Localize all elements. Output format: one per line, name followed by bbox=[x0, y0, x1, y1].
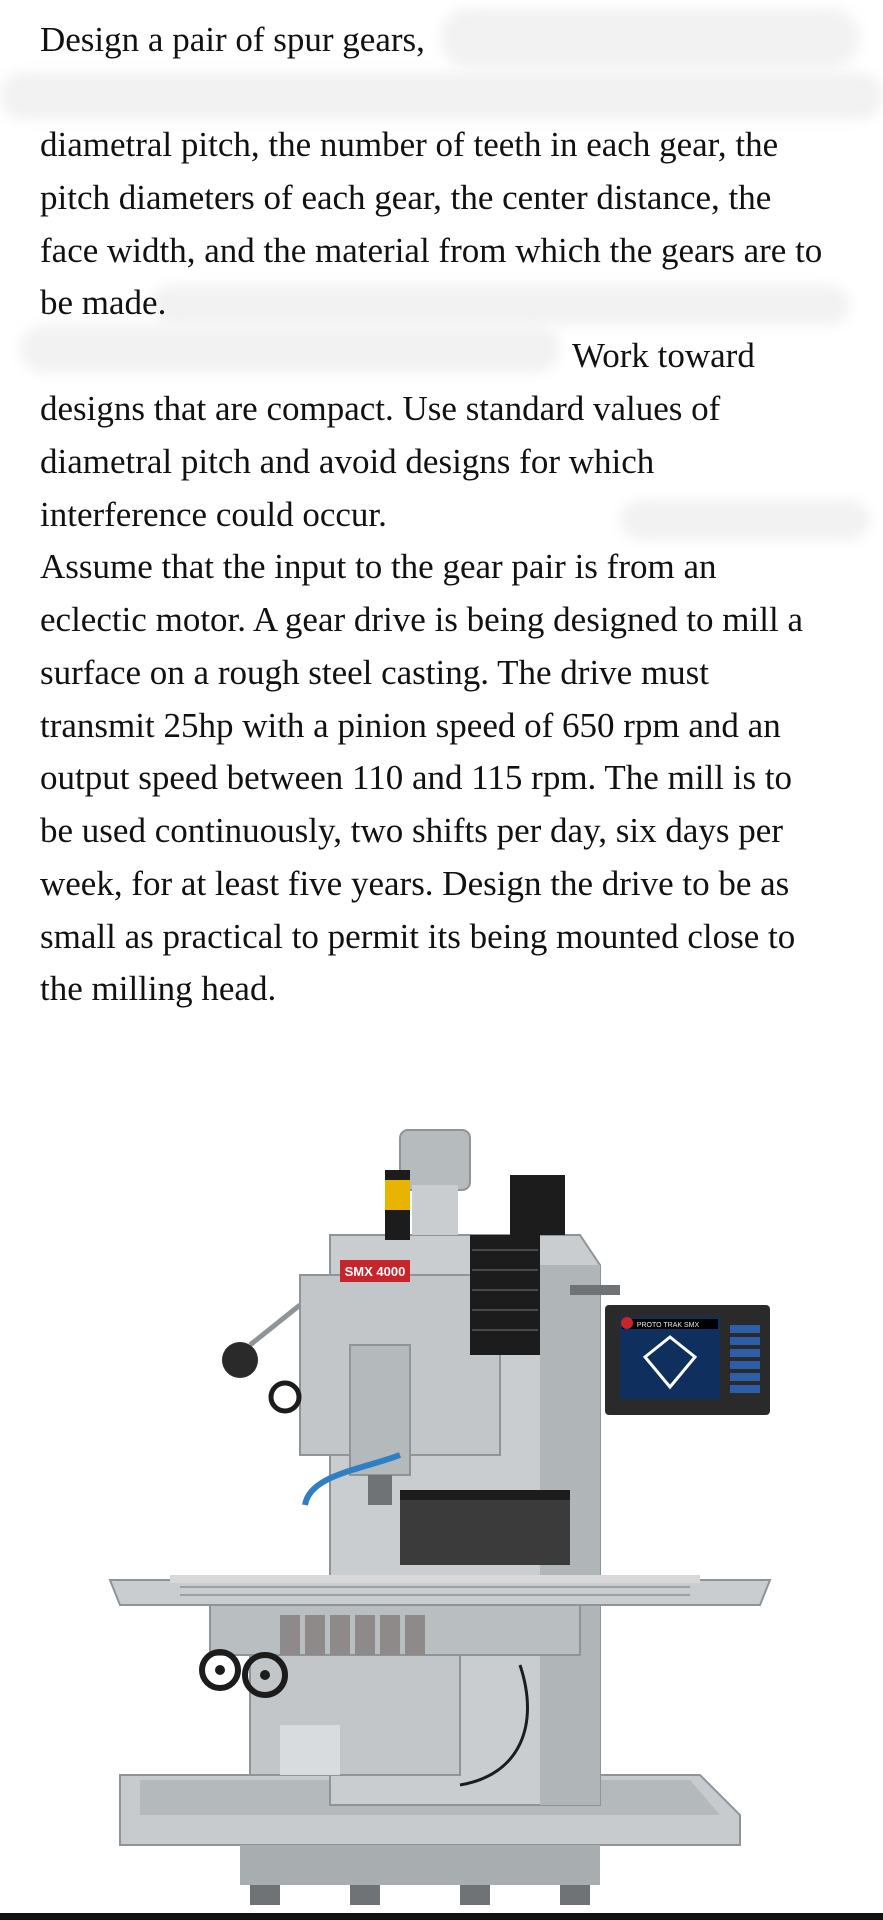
text-line: week, for at least five years. Design the drive to be as bbox=[40, 864, 790, 903]
text-line: eclectic motor. A gear drive is being designed to mill a bbox=[40, 600, 803, 639]
text-line: interference could occur. bbox=[40, 495, 387, 534]
text-line: pitch diameters of each gear, the center distance, the bbox=[40, 178, 772, 217]
head-handwheel bbox=[271, 1383, 299, 1411]
text-line: be used continuously, two shifts per day, six days per bbox=[40, 811, 783, 850]
way-cover-top bbox=[400, 1490, 570, 1500]
text-line: be made. bbox=[40, 283, 167, 322]
text-line: Design a pair of spur gears, bbox=[40, 20, 425, 59]
blanked-region bbox=[20, 325, 560, 373]
text-line: transmit 25hp with a pinion speed of 650 rpm and an bbox=[40, 706, 781, 745]
text-line: Work toward bbox=[572, 336, 755, 375]
bottom-rule bbox=[0, 1913, 883, 1920]
blanked-region bbox=[0, 72, 883, 120]
rear-motor bbox=[510, 1175, 565, 1235]
spindle-motor bbox=[400, 1130, 470, 1190]
text-line: small as practical to permit its being mounted close to bbox=[40, 917, 796, 956]
text-line: designs that are compact. Use standard values of bbox=[40, 389, 721, 428]
machine-base-foot bbox=[240, 1845, 600, 1885]
blanked-region bbox=[150, 285, 850, 325]
blanked-region bbox=[440, 8, 860, 68]
warning-decal bbox=[385, 1180, 410, 1210]
quill bbox=[350, 1345, 410, 1475]
machine-base-feet bbox=[250, 1885, 590, 1905]
brand-label: PROTO TRAK SMX bbox=[636, 1322, 700, 1329]
motor-neck bbox=[412, 1185, 458, 1235]
text-line: Assume that the input to the gear pair is from an bbox=[40, 547, 717, 586]
text-line: surface on a rough steel casting. The drive must bbox=[40, 653, 710, 692]
text-line: the milling head. bbox=[40, 969, 277, 1008]
work-lamp bbox=[222, 1342, 258, 1378]
work-table bbox=[110, 1580, 770, 1605]
text-line: face width, and the material from which the gears are to bbox=[40, 231, 823, 270]
table-top bbox=[170, 1575, 700, 1583]
way-cover bbox=[400, 1495, 570, 1565]
text-line: diametral pitch and avoid designs for which bbox=[40, 442, 655, 481]
blanked-region bbox=[620, 500, 870, 540]
text-line: diametral pitch, the number of teeth in each gear, the bbox=[40, 125, 779, 164]
spindle-nose bbox=[368, 1475, 392, 1505]
control-pendant-arm bbox=[570, 1285, 620, 1295]
knee-plate bbox=[280, 1725, 340, 1775]
model-label: SMX 4000 bbox=[344, 1264, 406, 1279]
vertical-bellows bbox=[470, 1235, 540, 1355]
estop-button bbox=[621, 1317, 633, 1329]
milling-machine-image bbox=[100, 1125, 780, 1910]
text-line: output speed between 110 and 115 rpm. The mill is to bbox=[40, 758, 793, 797]
